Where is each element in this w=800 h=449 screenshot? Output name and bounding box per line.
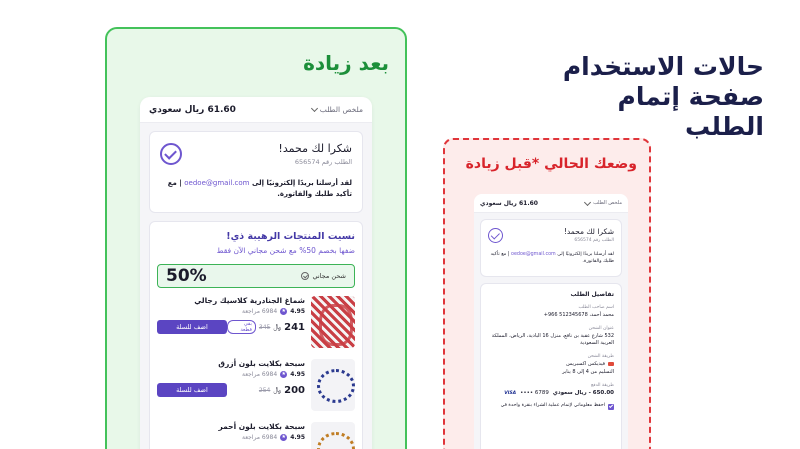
offer-title: نسيت المنتجات الرهيبة ذي! [226, 231, 355, 242]
star-icon: ★ [281, 308, 286, 314]
save-info-checkbox-row[interactable] [488, 403, 614, 410]
checkbox-checked-icon[interactable] [608, 404, 614, 410]
order-summary-total: 61.60 ريال سعودي [480, 199, 538, 207]
star-icon: ★ [281, 434, 286, 440]
customer-name-value: محمد أحمد، 512345678 966+ [543, 312, 614, 318]
product-rating: 4.95 ★ 6984 مراجعة [241, 371, 305, 378]
upsell-offer-card [149, 221, 363, 449]
payment-amount: 650.00 - ريال سعودي [552, 390, 614, 396]
after-panel [105, 27, 407, 449]
thank-you-card [480, 219, 622, 277]
shipping-method-value: فيديكس اكسبريس [488, 361, 614, 367]
product-item [157, 422, 355, 449]
product-rating: 4.95 ★ 6984 مراجعة [241, 308, 305, 315]
email-confirmation-note: لقد أرسلنا بريدًا إلكترونيًا إلى oedoe@gmail.com | مع تأكيد طلبك والفاتورة. [490, 252, 614, 264]
headline [534, 52, 764, 142]
thank-you-card [149, 131, 363, 213]
stock-badge: بقي قطعة [227, 320, 256, 334]
before-checkout-screen [474, 194, 628, 449]
product-item [157, 359, 355, 414]
shipping-address-label: عنوان الشحن [588, 326, 614, 331]
shipping-method-label: طريقة الشحن [587, 354, 614, 359]
add-to-cart-button[interactable]: اضف للسلة [157, 383, 227, 397]
email-confirmation-note: لقد أرسلنا بريدًا إلكترونيًا إلى oedoe@gmail.com | مع تأكيد طلبك والفاتورة. [167, 179, 352, 198]
payment-method-label: طريقة الدفع [591, 383, 614, 388]
save-info-label: احفظ معلوماتي لإتمام عملية الشراء بنقرة واحدة في [500, 403, 605, 408]
order-summary-label: ملخص الطلب [312, 105, 363, 114]
delivery-window: التسليم من 4 إلى 8 يناير [562, 369, 614, 375]
payment-method-value [488, 390, 614, 396]
order-number: الطلب رقم 656574 [294, 158, 352, 166]
fedex-icon [608, 362, 614, 366]
product-rating: 4.95 ★ 6984 مراجعة [241, 434, 305, 441]
discount-banner [157, 264, 355, 288]
order-details-title: تفاصيل الطلب [570, 291, 614, 298]
product-price: 241 ﷼ 345 بقي قطعة [227, 320, 305, 334]
order-summary-bar[interactable] [474, 194, 628, 213]
add-to-cart-button[interactable]: اضف للسلة [157, 320, 227, 334]
order-details-card [480, 283, 622, 449]
blue-prayer-beads-image [311, 359, 355, 411]
order-number: الطلب رقم 656574 [574, 238, 614, 243]
headline-line-1: حالات الاستخدام [562, 52, 764, 81]
before-title: وضعك الحالي *قبل زيادة [465, 156, 637, 172]
order-summary-total: 61.60 ريال سعودي [149, 104, 236, 115]
thank-you-text: شكرا لك محمد! [563, 227, 614, 236]
product-name: سبحة بكلايت بلون أزرق [218, 359, 305, 368]
customer-name-label: اسم صاحب الطلب [578, 305, 614, 310]
thank-you-text: شكرا لك محمد! [278, 142, 352, 155]
riyal-icon: ﷼ [273, 385, 282, 394]
check-icon [301, 272, 309, 280]
shemagh-image [311, 296, 355, 348]
red-prayer-beads-image [311, 422, 355, 449]
product-name: سبحة بكلايت بلون أحمر [218, 422, 305, 431]
after-checkout-screen [140, 97, 372, 449]
offer-subtitle: ضفها بخصم 50% مع شحن مجاني الآن فقط [216, 246, 355, 255]
old-price: 254 [258, 386, 271, 394]
free-shipping-label: شحن مجاني [301, 272, 346, 280]
check-circle-icon [488, 228, 503, 243]
email-link[interactable]: oedoe@gmail.com [511, 252, 556, 257]
before-panel [443, 138, 651, 449]
discount-percent: 50% [166, 266, 207, 286]
email-link[interactable]: oedoe@gmail.com [184, 179, 250, 187]
shipping-address-value: 532 شارع عقبة بن نافع، منزل 16 البادية، الرياض، المملكة العربية السعودية [491, 333, 614, 346]
chevron-down-icon [584, 198, 591, 205]
product-price: 200 ﷼ 254 [258, 384, 305, 396]
order-summary-bar[interactable] [140, 97, 372, 123]
product-name: شماغ الجنادرية كلاسيك رجالي [194, 296, 305, 305]
order-summary-label: ملخص الطلب [585, 200, 622, 206]
after-title: بعد زيادة [303, 51, 389, 75]
chevron-down-icon [311, 105, 318, 112]
old-price: 345 [258, 323, 271, 331]
product-item [157, 296, 355, 351]
riyal-icon: ﷼ [273, 322, 282, 331]
card-digits: •••• 6789 [520, 390, 549, 396]
visa-icon: VISA [504, 390, 517, 396]
headline-line-2: صفحة إتمام الطلب [617, 82, 764, 141]
star-icon: ★ [281, 371, 286, 377]
check-circle-icon [160, 143, 182, 165]
